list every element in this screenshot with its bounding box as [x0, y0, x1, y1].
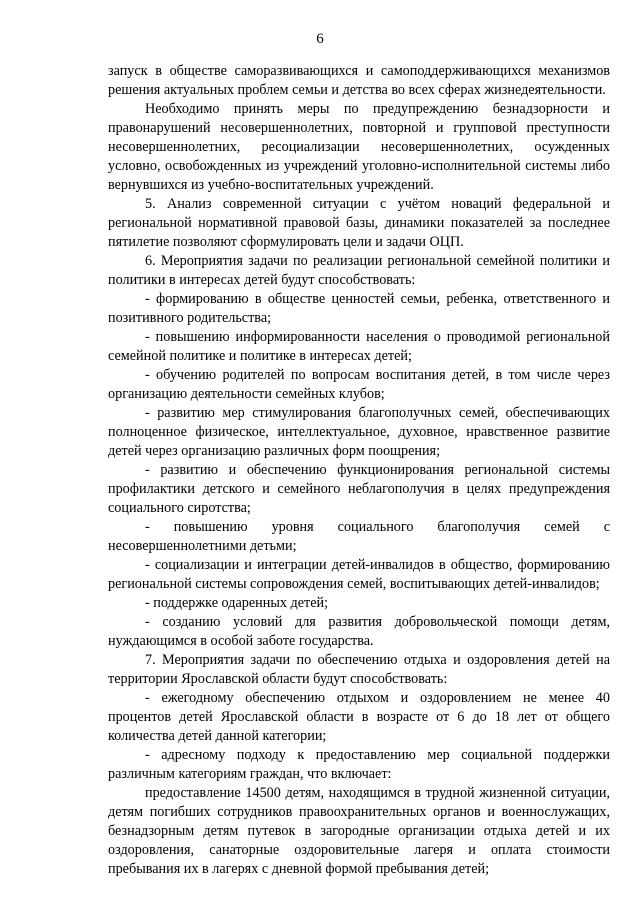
list-item-annual-recreation: - ежегодному обеспечению отдыхом и оздоровлением не менее 40 процентов детей Ярославской области в возрасте от 6 до 18 лет от общего количества детей данной категории; [108, 690, 610, 744]
paragraph-vouchers: предоставление 14500 детям, находящимся в трудной жизненной ситуации, детям погибших сотрудников правоохранительных органов и военнослужащих, безнадзорным детям путевок в загородные организации отдыха детей и их оздоровления, санаторные оздоровительные лагеря и оплата стоимости пребывания их в лагерях с дневной формой пребывания детей; [108, 785, 610, 877]
list-item-prevention-system: - развитию и обеспечению функционирования региональной системы профилактики детского и семейного неблагополучия в целях предупреждения социального сиротства; [108, 462, 610, 516]
paragraph-prevention-measures: Необходимо принять меры по предупреждению безнадзорности и правонарушений несовершеннолетних, повторной и групповой преступности несовершеннолетних, ресоциализации несовершеннолетних, осужденных условно, освобожденных из учреждений уголовно-исполнительной системы либо вернувшихся из учебно-воспитательных учреждений. [108, 101, 610, 193]
list-item-gifted-children: - поддержке одаренных детей; [145, 595, 329, 611]
list-item-volunteering: - созданию условий для развития добровольческой помощи детям, нуждающимся в особой заботе государства. [108, 614, 610, 649]
list-item-incentives: - развитию мер стимулирования благополучных семей, обеспечивающих полноценное физическое, интеллектуальное, духовное, нравственное развитие детей через организацию различных форм поощрения; [108, 405, 610, 459]
list-item-disabled-children: - социализации и интеграции детей-инвалидов в общество, формированию региональной системы сопровождения семей, воспитывающих детей-инвалидов; [108, 557, 610, 592]
list-item-targeted-support: - адресному подходу к предоставлению мер социальной поддержки различным категориям граждан, что включает: [108, 747, 610, 782]
list-item-awareness: - повышению информированности населения о проводимой региональной семейной политике и политике в интересах детей; [108, 329, 610, 364]
list-item-social-wellbeing: - повышению уровня социального благополучия семей с несовершеннолетними детьми; [108, 519, 610, 554]
paragraph-item-5: 5. Анализ современной ситуации с учётом новаций федеральной и региональной нормативной правовой базы, динамики показателей за последнее пятилетие позволяют сформулировать цели и задачи ОЦП. [108, 196, 610, 250]
list-item-parent-training: - обучению родителей по вопросам воспитания детей, в том числе через организацию деятельности семейных клубов; [108, 367, 610, 402]
document-body [108, 62, 610, 879]
paragraph-continuation: запуск в обществе саморазвивающихся и самоподдерживающихся механизмов решения актуальных проблем семьи и детства во всех сферах жизнедеятельности. [108, 63, 610, 98]
page-number: 6 [316, 31, 324, 47]
paragraph-item-6: 6. Мероприятия задачи по реализации региональной семейной политики и политики в интересах детей будут способствовать: [108, 253, 610, 288]
list-item-family-values: - формированию в обществе ценностей семьи, ребенка, ответственного и позитивного родительства; [108, 291, 610, 326]
paragraph-item-7: 7. Мероприятия задачи по обеспечению отдыха и оздоровления детей на территории Ярославской области будут способствовать: [108, 652, 610, 687]
